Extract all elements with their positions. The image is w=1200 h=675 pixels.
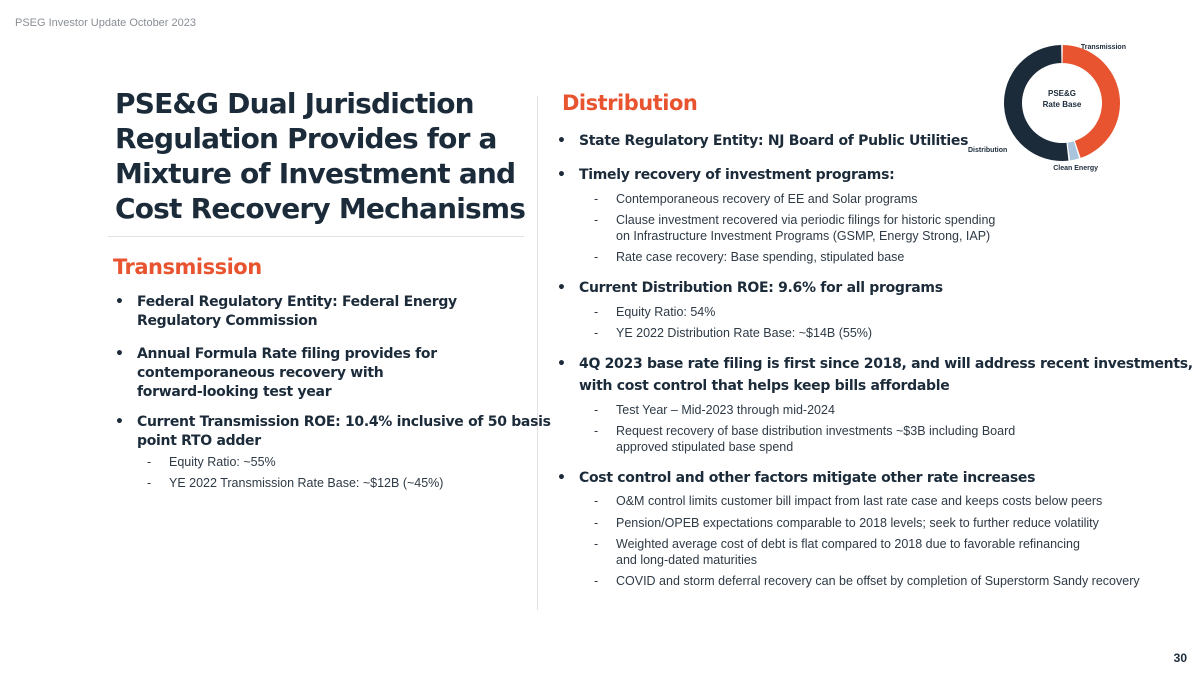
transmission-sub-equity: - Equity Ratio: ~55% bbox=[169, 455, 276, 471]
legend-label-distribution: Distribution bbox=[968, 147, 1008, 154]
sub-line: - Request recovery of base distribution investments ~$3B including Board bbox=[616, 424, 1016, 438]
distribution-sub: - Contemporaneous recovery of EE and Solar programs bbox=[616, 192, 918, 208]
distribution-sub: - COVID and storm deferral recovery can be offset by completion of Superstorm Sandy recovery bbox=[616, 574, 1140, 590]
rate-base-donut-chart bbox=[962, 38, 1132, 178]
sub-line: approved stipulated base spend bbox=[616, 439, 794, 454]
bullet-line: Regulatory Commission bbox=[137, 313, 318, 329]
distribution-bullet-rate-filing bbox=[579, 355, 1193, 396]
distribution-bullet-roe: • Current Distribution ROE: 9.6% for all programs bbox=[579, 279, 943, 298]
distribution-sub: - O&M control limits customer bill impact from last rate case and keeps costs below peers bbox=[616, 494, 1102, 510]
transmission-bullet-formula-rate bbox=[137, 345, 437, 402]
header-tag: PSEG Investor Update October 2023 bbox=[15, 17, 196, 29]
title-line: Cost Recovery Mechanisms bbox=[115, 192, 526, 225]
sub-line: on Infrastructure Investment Programs (GSMP, Energy Strong, IAP) bbox=[616, 228, 991, 243]
donut-center-label: Rate Base bbox=[1042, 100, 1082, 109]
title-line: PSE&G Dual Jurisdiction bbox=[115, 87, 474, 120]
bullet-line: • Federal Regulatory Entity: Federal Energy bbox=[137, 294, 457, 310]
transmission-sub-rate-base: - YE 2022 Transmission Rate Base: ~$12B (~45%) bbox=[169, 476, 443, 492]
distribution-bullet-cost-control: • Cost control and other factors mitigate other rate increases bbox=[579, 469, 1035, 488]
distribution-sub bbox=[616, 213, 995, 244]
sub-line: and long-dated maturities bbox=[616, 552, 758, 567]
page-title bbox=[115, 86, 535, 226]
bullet-line: • Current Transmission ROE: 10.4% inclusive of 50 basis bbox=[137, 414, 551, 430]
distribution-bullet-recovery: • Timely recovery of investment programs: bbox=[579, 166, 894, 185]
sub-line: - Weighted average cost of debt is flat compared to 2018 due to favorable refinancing bbox=[616, 537, 1080, 551]
bullet-line: • 4Q 2023 base rate filing is first since 2018, and will address recent investments, bbox=[579, 356, 1193, 372]
bullet-line: • Annual Formula Rate filing provides for bbox=[137, 346, 437, 362]
distribution-sub: - Equity Ratio: 54% bbox=[616, 305, 715, 321]
title-line: Regulation Provides for a bbox=[115, 122, 497, 155]
column-divider bbox=[537, 96, 538, 610]
bullet-line: with cost control that helps keep bills affordable bbox=[579, 378, 950, 394]
sub-line: - Clause investment recovered via periodic filings for historic spending bbox=[616, 213, 996, 227]
title-divider bbox=[108, 236, 524, 237]
transmission-heading: Transmission bbox=[113, 255, 262, 279]
distribution-sub: - Rate case recovery: Base spending, stipulated base bbox=[616, 250, 904, 266]
distribution-heading: Distribution bbox=[562, 91, 698, 115]
transmission-bullet-roe bbox=[137, 413, 551, 451]
transmission-bullet-regulator bbox=[137, 293, 457, 331]
bullet-line: forward-looking test year bbox=[137, 384, 332, 400]
donut-center-label: PSE&G bbox=[1047, 89, 1077, 98]
distribution-bullet-regulator: • State Regulatory Entity: NJ Board of Public Utilities bbox=[579, 132, 968, 151]
distribution-sub: - Test Year – Mid-2023 through mid-2024 bbox=[616, 403, 835, 419]
legend-label-clean-energy: Clean Energy bbox=[1053, 165, 1098, 172]
distribution-sub bbox=[616, 537, 1080, 568]
distribution-sub: - Pension/OPEB expectations comparable to 2018 levels; seek to further reduce volatility bbox=[616, 516, 1099, 532]
title-line: Mixture of Investment and bbox=[115, 157, 516, 190]
distribution-sub bbox=[616, 424, 1015, 455]
bullet-line: point RTO adder bbox=[137, 433, 261, 449]
legend-label-transmission: Transmission bbox=[1080, 44, 1126, 51]
distribution-sub: - YE 2022 Distribution Rate Base: ~$14B (55%) bbox=[616, 326, 872, 342]
page-number: 30 bbox=[1173, 651, 1187, 665]
bullet-line: contemporaneous recovery with bbox=[137, 365, 384, 381]
